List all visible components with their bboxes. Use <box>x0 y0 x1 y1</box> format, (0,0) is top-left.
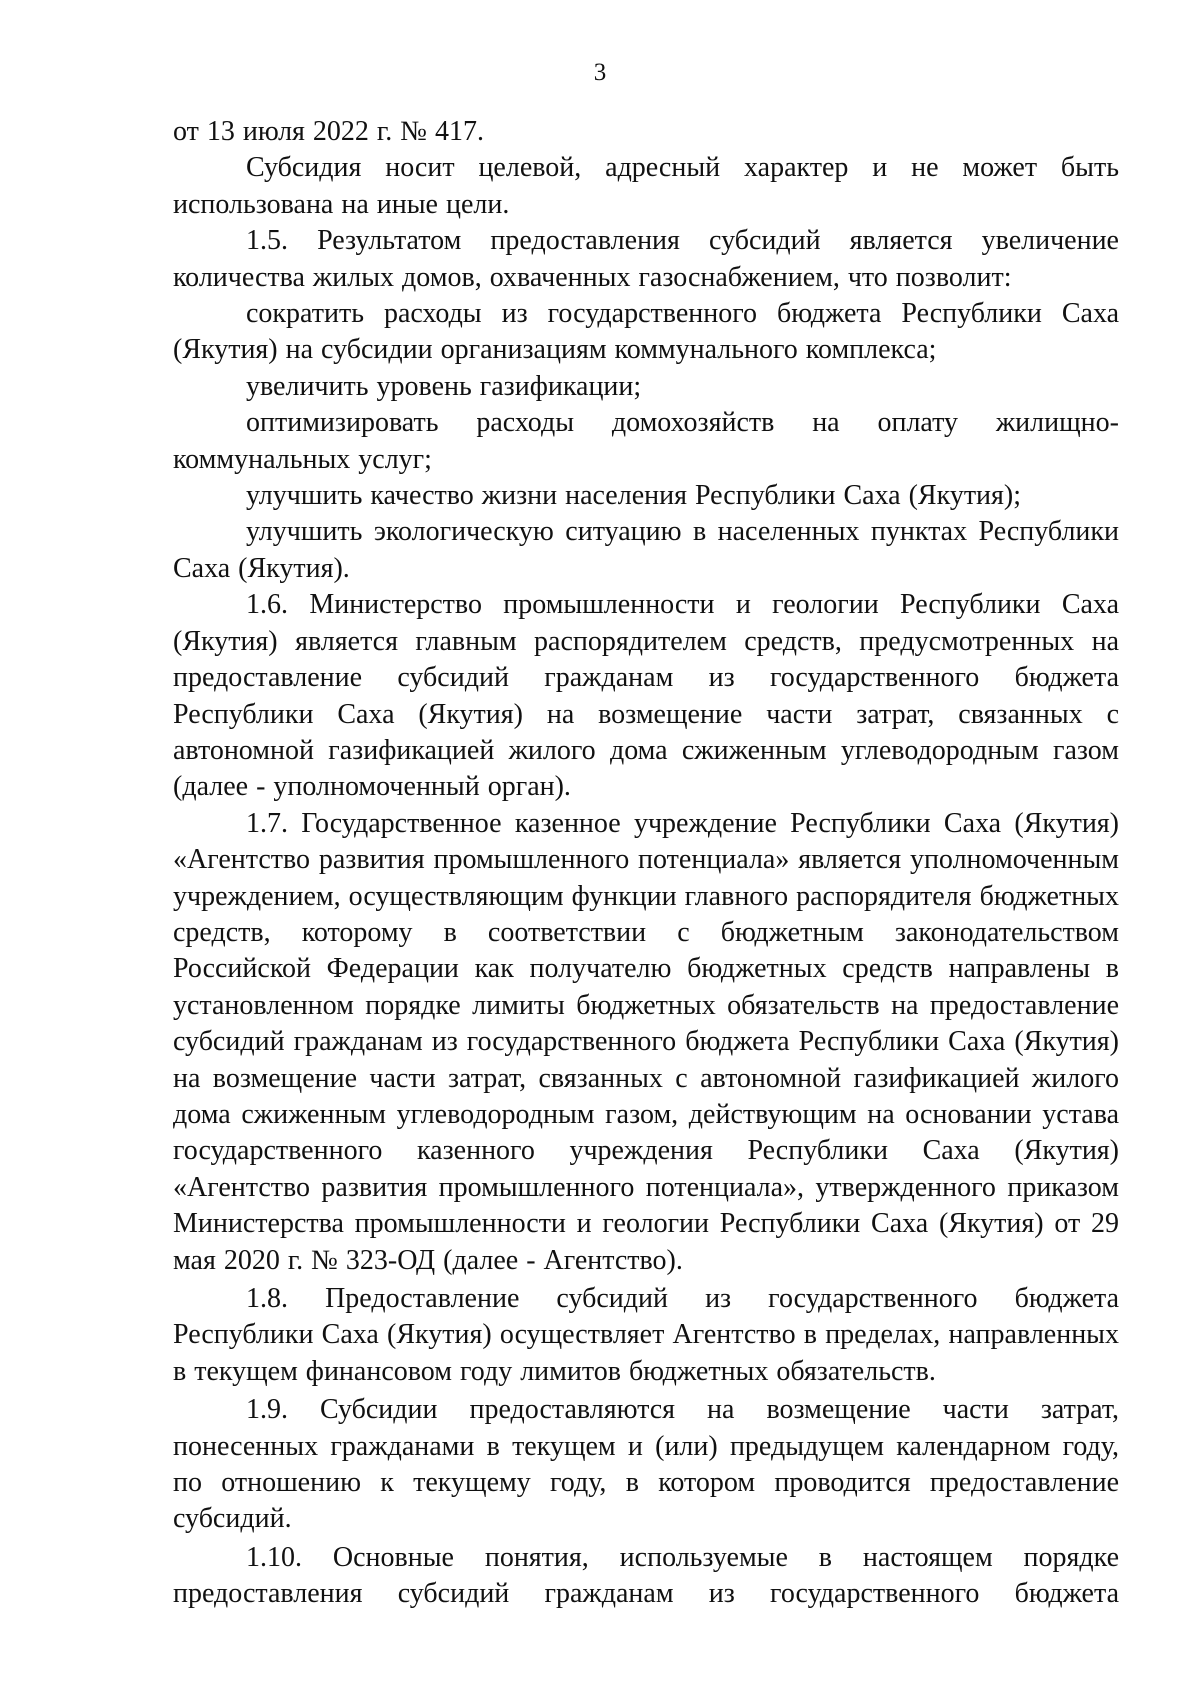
document-body <box>173 114 1119 1613</box>
list-item-quality-of-life: улучшить качество жизни населения Республики Саха (Якутия); <box>246 480 1022 512</box>
paragraph-continuation: от 13 июля 2022 г. № 417. <box>173 116 484 147</box>
list-item-ecology: улучшить экологическую ситуацию в населенных пунктах Республики Саха (Якутия). <box>173 516 1119 584</box>
list-item-reduce-expenses: сократить расходы из государственного бюджета Республики Саха (Якутия) на субсидии организациям коммунального комплекса; <box>173 298 1119 366</box>
paragraph-subsidy-purpose: Субсидия носит целевой, адресный характер и не может быть использована на иные цели. <box>173 152 1119 220</box>
paragraph-1-6: 1.6. Министерство промышленности и геологии Республики Саха (Якутия) является главным распорядителем средств, предусмотренных на предоставление субсидий гражданам из государственного бюджета Республики Саха (Якутия) на возмещение части затрат, связанных с автономной газификацией жилого дома сжиженным углеводородным газом (далее - уполномоченный орган). <box>173 589 1119 803</box>
paragraph-1-7: 1.7. Государственное казенное учреждение Республики Саха (Якутия) «Агентство развития промышленного потенциала» является уполномоченным учреждением, осуществляющим функции главного распорядителя бюджетных средств, которому в соответствии с бюджетным законодательством Российской Федерации как получателю бюджетных средств направлены в установленном порядке лимиты бюджетных обязательств на предоставление субсидий гражданам из государственного бюджета Республики Саха (Якутия) на возмещение части затрат, связанных с автономной газификацией жилого дома сжиженным углеводородным газом, действующим на основании устава государственного казенного учреждения Республики Саха (Якутия) «Агентство развития промышленного потенциала», утвержденного приказом Министерства промышленности и геологии Республики Саха (Якутия) от 29 мая 2020 г. № 323-ОД (далее - Агентство). <box>173 807 1119 1276</box>
paragraph-1-8: 1.8. Предоставление субсидий из государственного бюджета Республики Саха (Якутия) осуществляет Агентство в пределах, направленных в текущем финансовом году лимитов бюджетных обязательств. <box>173 1283 1119 1387</box>
paragraph-1-10: 1.10. Основные понятия, используемые в настоящем порядке предоставления субсидий гражданам из государственного бюджета <box>173 1541 1119 1610</box>
page-number: 3 <box>593 59 607 86</box>
paragraph-1-9: 1.9. Субсидии предоставляются на возмещение части затрат, понесенных гражданами в текущем и (или) предыдущем календарном году, по отношению к текущему году, в котором проводится предоставление субсидий. <box>173 1394 1119 1535</box>
list-item-gasification-level: увеличить уровень газификации; <box>246 370 642 402</box>
list-item-optimize-expenses: оптимизировать расходы домохозяйств на оплату жилищно-коммунальных услуг; <box>173 407 1119 475</box>
paragraph-1-5: 1.5. Результатом предоставления субсидий является увеличение количества жилых домов, охваченных газоснабжением, что позволит: <box>173 225 1119 293</box>
